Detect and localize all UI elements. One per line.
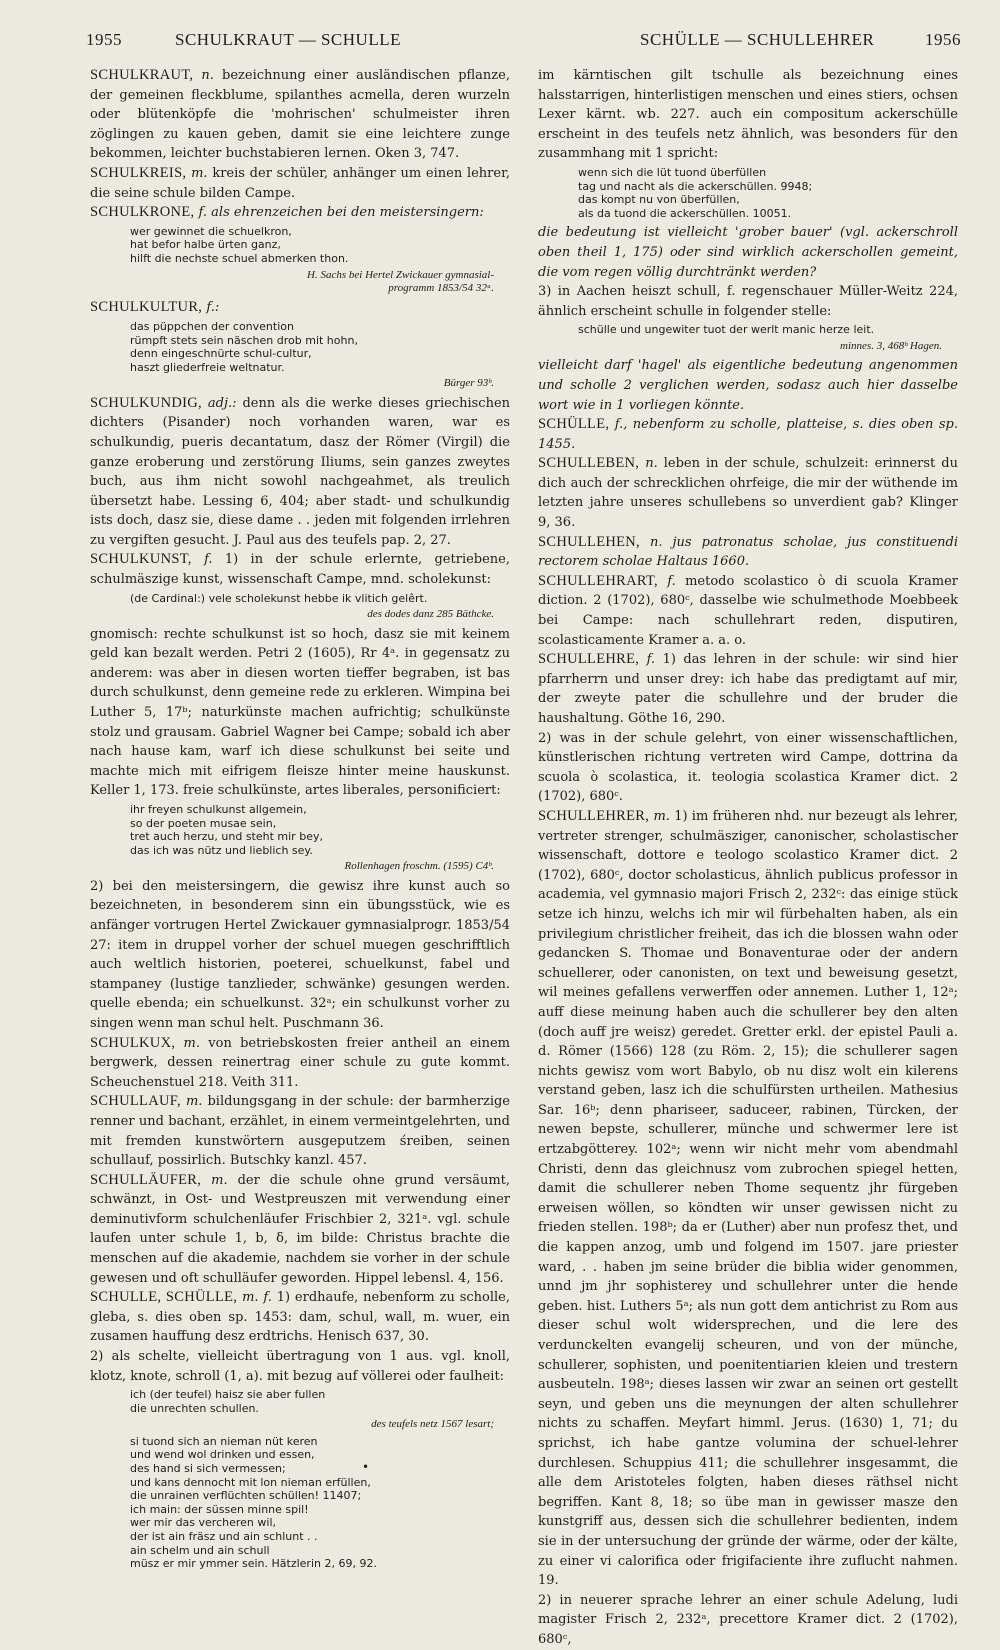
quote-line: und wend wol drinken und essen, [130, 1448, 315, 1462]
lemma: SCHULKUNST, [90, 551, 192, 568]
entry-schulkundig [90, 394, 510, 551]
entry-schullaeufer [90, 1171, 510, 1289]
continuation-schulle-sense-3 [538, 282, 958, 321]
lemma: SCHULLEHRART, [538, 572, 658, 589]
lemma: SCHÜLLE, [538, 416, 610, 433]
definition: 1) das lehren in der schule: wir sind hier pfarrherrn und unser drey: ich habe das predigtamt auf mir, der zweyte pater die schullehre und der bruder die haushaltung. Göthe 16, 290. [538, 652, 958, 726]
definition: die bedeutung ist vielleicht 'grober bauer' (vgl. ackerschroll oben theil 1, 175) oder sind wirklich ackerschollen gemeint, die vom regen völlig durchtränkt werden? [538, 225, 958, 280]
definition: 1) in der schule erlernte, getriebene, schulmäszige kunst, wissenschaft Campe, mnd. scholekunst: [90, 552, 511, 588]
continuation-schulle [538, 356, 958, 415]
quote-line: die unrainen verflüchten schüllen! 11407; [130, 1489, 362, 1503]
lemma: SCHULKUNDIG, [90, 394, 202, 411]
definition: denn als die werke dieses griechischen dichters (Pisander) noch vorhanden waren, war es schulkundig, pueris decantatum, dasz der Römer (Virgil) die ganze eroberung und zerstörung Iliums, sein ganzes zweytes buch, aus ihm nicht sowohl nachgeahmet, als treulich übersetzt habe. Lessing 6, 404; aber stadt- und schulkundig ists doch, dasz sie, diese dame . . jeden mit folgenden irrlehren zu vergiften gesucht. J. Paul aus des teufels pap. 2, 27. [90, 395, 511, 548]
definition: jus patronatus scholae, jus constituendi rectorem scholae Haltaus 1660. [538, 534, 958, 570]
quotation [130, 225, 510, 266]
grammar-tag: n. [650, 534, 663, 550]
grammar-tag: n. [645, 456, 658, 472]
lemma: SCHULLÄUFER, [90, 1171, 202, 1188]
entry-schullehre-sense-2 [538, 729, 958, 807]
source-line: des teufels netz 1567 lesart; [371, 1418, 494, 1431]
grammar-tag: m. f. [242, 1290, 272, 1306]
quote-line: ihr freyen schulkunst allgemein, [130, 803, 307, 816]
definition: gnomisch: rechte schulkunst ist so hoch, dasz sie mit keinem geld kan bezalt werden. Petri 2 (1605), Rr 4ᵃ. in gegensatz zu anderem: was aber in diesen worten tieffer begraben, ist bas durch schulkunst, denn gemeine rede zu erkleren. Wimpina bei Luther 5, 17ᵇ; naturkünste machen aufrichtig; schulkünste stolz und grausam. Gabriel Wagner bei Campe; sobald ich aber nach hause kam, warf ich diese schulkunst bei seite und machte mich mit eifrigem fleisze hinter meine hauskunst. Keller 1, 173. freie schulkünste, artes liberales, personificiert: [90, 626, 510, 799]
source-line: H. Sachs bei Hertel Zwickauer gymnasial- [307, 268, 494, 281]
quotation [578, 323, 958, 337]
page-number-right: 1956 [925, 30, 961, 49]
entry-schulkux [90, 1034, 510, 1093]
quote-line: hilft die nechste schuel abmerken thon. [130, 251, 349, 265]
quote-line: wer mir das vercheren wil, [130, 1516, 276, 1530]
entry-schullehrart [538, 572, 958, 650]
grammar-tag: f.: [206, 300, 220, 316]
quotation [130, 803, 510, 857]
quotation [578, 166, 958, 220]
quote-line: (de Cardinal:) vele scholekunst hebbe ik vlitich gelêrt. [130, 591, 428, 605]
quote-source [90, 860, 494, 873]
definition: metodo scolastico ò di scuola Kramer diction. 2 (1702), 680ᶜ, dasselbe wie schulmethode Moebbeek bei Campe: nach schullehrart reden, disputiren, scolasticamente Kramer a. a. o. [538, 573, 958, 648]
entry-schulkunst [90, 550, 510, 589]
entry-schulkunst-continued [90, 625, 510, 801]
entry-schulkraut [90, 66, 510, 164]
lemma: SCHULLEHEN, [538, 533, 640, 550]
entry-schulleben [538, 454, 958, 532]
definition: 2) was in der schule gelehrt, von einer wissenschaftlichen, künstlerischen richtung vertreten wird Campe, dottrina da scuola ò scolastica, it. teologia scolastica Kramer dict. 2 (1702), 680ᶜ. [538, 730, 958, 805]
quote-line: si tuond sich an nieman nüt keren [130, 1434, 318, 1448]
quote-source [90, 1418, 494, 1431]
entry-schuelle [538, 415, 958, 454]
quote-line: rümpft stets sein näschen drob mit hohn, [130, 333, 358, 347]
quote-line: der ist ain fräsz und ain schlunt . . [130, 1529, 318, 1543]
quote-line: tag und nacht als die ackerschüllen. 9948; [578, 179, 813, 193]
definition: nebenform zu scholle, platteise, s. dies oben sp. 1455. [538, 417, 958, 452]
entry-schullehrer-sense-2 [538, 1591, 958, 1650]
running-title-right: SCHÜLLE — SCHULLEHRER [640, 30, 875, 49]
quote-source [90, 269, 494, 296]
grammar-tag: f. [646, 652, 656, 668]
grammar-tag: m. [183, 1035, 201, 1051]
entry-schulkunst-sense-2 [90, 877, 510, 1034]
entry-schulle-sense-2 [90, 1347, 510, 1386]
quote-line: ich main: der süssen minne spil! [130, 1502, 309, 1516]
grammar-tag: m. [191, 165, 208, 181]
quotation [130, 592, 510, 606]
grammar-tag: f. [204, 552, 213, 568]
page-number-left: 1955 [86, 30, 122, 49]
definition: von betriebskosten freier antheil an einem bergwerk, dessen reinertrag einer schule zu gute kommt. Scheuchenstuel 218. Veith 311. [90, 1035, 510, 1090]
entry-schullehre [538, 650, 958, 728]
quote-source [90, 377, 494, 390]
definition: im kärntischen gilt tschulle als bezeichnung eines halsstarrigen, hinterlistigen menschen und eines stiers, ochsen Lexer kärnt. wb. 227. auch ein compositum ackerschülle erscheint in des teufels netz ähnlich, was besonders für den zusammhang mit 1 spricht: [538, 68, 958, 162]
grammar-tag: adj.: [207, 395, 237, 411]
quote-line: hat befor halbe ürten ganz, [130, 238, 281, 252]
quote-line: ich (der teufel) haisz sie aber fullen [130, 1388, 326, 1402]
quote-line: wenn sich die lüt tuond überfüllen [578, 165, 767, 179]
definition: 1) im früheren nhd. nur bezeugt als lehrer, vertreter strenger, schulmäsziger, canonischer, scholastischer wissenschaft, dottore e teologo scolastico Kramer dict. 2 (1702), 680ᶜ, doctor scholasticus, ähnlich publicus professor in academia, vel gymnasio majori Frisch 2, 232ᶜ: das einige stück setze ich hinzu, welchs ich mir wil fürbehalten haben, als ein privilegium christlicher freiheit, das ich die blossen wahn oder gedancken S. Thomae und Bonaventurae oder der andern schuellerer, oder canonisten, on text und beweisung gesetzt, wil meines gefallens verwerffen oder annemen. Luther 1, 12ᵃ; auff diese meinung haben auch die schullerer bey den alten (doch auff jre weisz) geredet. Gretter erkl. der epistel Pauli a. d. Römer (1566) 128 (zu Röm. 2, 15); die schullerer sagen nichts gewisz vom wort Babylo, ob nu disz wolt ein kilerens verstand geben, lasz ich die schulfürsten urtheilen. Mathesius Sar. 16ᵇ; denn phariseer, saduceer, rabinen, Türcken, der newen bepste, schullerer, münche und schwermer lere ist ertzabgötterey. 102ᵃ; wenn wir nicht mehr vom abendmahl Christi, denn das gleichnusz vom zubrochen spiegel hetten, damit die schullerer neben Thome sequentz jhr fürgeben erweisen wöllen, so köndten wir unser gewissen nicht zu frieden stellen. 198ᵇ; da er (Luther) aber nun profesz thet, und die kappen anzog, umb und folgend im 1507. jare priester ward, . . haben jm seine brüder die biblia wider genommen, unnd jm jhr sophisterey und schullehrer unter die hende geben. hist. Luthers 5ᵃ; als nun gott dem antichrist zu Rom aus dieser schul wolt widersprechen, und die lere des verdunckelten evangelij scheuren, und von der münche, schullerer, sophisten, und poenitentiarien kleien und trestern ausbeuteln. 198ᵃ; dieses lassen wir zwar an seinen ort gestellt seyn, und geben uns die meynungen der alten schullehrer nichts zu schaffen. Meyfart himml. Jerus. (1630) 1, 71; du sprichst, ich habe gantze volumina der schuel-lehrer durchlesen. Schuppius 411; die schullehrer insgesammt, die alle dem Aristoteles folgten, haben dieses räthsel nicht begriffen. Kant 8, 18; so übe man in gewisser masze den kunstgriff aus, dessen sich die schullehrer bedienten, indem sie in der untersuchung der gründe der wärme, oder der kälte, zu einer vi calorifica oder frigifaciente ihre zuflucht nahmen. 19. [538, 808, 958, 1589]
right-column [538, 66, 958, 1650]
entry-schulkrone [90, 203, 510, 223]
grammar-tag: f. [667, 573, 676, 589]
quote-line: so der poeten musae sein, [130, 816, 277, 830]
quote-line: das kompt nu von überfüllen, [578, 193, 740, 207]
definition: 2) bei den meistersingern, die gewisz ihre kunst auch so bezeichneten, in besonderem sinn ein übungsstück, wie es anfänger vortrugen Hertel Zwickauer gymnasialprogr. 1853/54 27: item in druppel vorher der schuel muegen geschrifftlich auch weltlich historien, poeterei, schuelkunst, fabel und stampaney (lustige tanzlieder, schwänke) gesungen werden. quelle ebenda; ein schuelkunst. 32ᵃ; ein schulkunst vorher zu singen wenn man schul helt. Puschmann 36. [90, 878, 510, 1031]
definition: 2) als schelte, vielleicht übertragung von 1 aus. vgl. knoll, klotz, knote, schroll (1, a). mit bezug auf völlerei oder faulheit: [90, 1349, 510, 1384]
entry-schulkreis [90, 164, 510, 203]
lemma: SCHULKRONE, [90, 204, 195, 221]
left-column [90, 66, 510, 1574]
definition: bildungsgang in der schule: der barmherzige renner und bachant, erzählet, in einem vermeintgelehrten, und mit fremden kunstwörtern ausgeputzem śreiben, seinen schullauf, possirlich. Butschky kanzl. 457. [90, 1094, 511, 1169]
footer-mark: • [362, 1460, 370, 1474]
grammar-tag: f., [614, 417, 628, 433]
lemma: SCHULKREIS, [90, 164, 187, 181]
quote-line: das püppchen der convention [130, 319, 294, 333]
lemma: SCHULLEHRER, [538, 807, 650, 824]
lemma: SCHULKUX, [90, 1034, 176, 1051]
definition: vielleicht darf 'hagel' als eigentliche bedeutung angenommen und scholle 2 verglichen werden, sodasz auch hier dasselbe wort wie in 1 vorliegen könnte. [538, 358, 958, 413]
grammar-tag: m. [653, 808, 670, 824]
quote-line: schülle und ungewiter tuot der werlt manic herze leit. [578, 323, 875, 337]
grammar-tag: m. [211, 1172, 228, 1188]
definition: 2) in neuerer sprache lehrer an einer schule Adelung, ludi magister Frisch 2, 232ᵃ, precettore Kramer dict. 2 (1702), 680ᶜ, [538, 1592, 958, 1647]
continuation-schulle [538, 66, 958, 164]
entry-schulle [90, 1288, 510, 1347]
lemma: SCHULLAUF, [90, 1093, 181, 1110]
entry-schullehen [538, 533, 958, 572]
source-line: programm 1853/54 32ᵃ. [388, 281, 494, 294]
quote-line: tret auch herzu, und steht mir bey, [130, 830, 323, 844]
lemma: SCHULLEHRE, [538, 651, 640, 668]
quote-line: müsz er mir ymmer sein. Hätzlerin 2, 69, 92. [130, 1557, 377, 1571]
running-title-left: SCHULKRAUT — SCHULLE [175, 30, 401, 49]
quote-source [538, 340, 942, 353]
definition: 3) in Aachen heiszt schull, f. regenschauer Müller-Weitz 224, ähnlich erscheint schulle in folgender stelle: [538, 284, 958, 319]
definition: bezeichnung einer ausländischen pflanze, der gemeinen fleckblume, spilanthes acmella, deren wurzeln oder blütenköpfe die 'mohrischen' schulmeister ihren zöglingen zu kauen geben, damit sie eine leichtere zunge bekommen, leichter buchstabieren lernen. Oken 3, 747. [90, 68, 510, 162]
source-line: Bürger 93ᵇ. [443, 377, 494, 390]
lemma: SCHULKRAUT, [90, 67, 194, 83]
source-line: Rollenhagen froschm. (1595) C4ᵇ. [344, 860, 494, 873]
quotation [130, 1388, 510, 1415]
source-line: des dodes danz 285 Bäthcke. [367, 608, 494, 621]
quote-line: und kans dennocht mit lon nieman erfüllen, [130, 1475, 371, 1489]
lemma: SCHULLE, SCHÜLLE, [90, 1289, 238, 1306]
grammar-tag: m. [185, 1094, 203, 1110]
quote-line: denn eingeschnürte schul-cultur, [130, 347, 312, 361]
definition: kreis der schüler, anhänger um einen lehrer, die seine schule bilden Campe. [90, 165, 510, 201]
quote-source [90, 608, 494, 621]
quotation [130, 320, 510, 374]
quote-line: als da tuond die ackerschüllen. 10051. [578, 206, 792, 220]
entry-schulkultur [90, 298, 510, 318]
lemma: SCHULLEBEN, [538, 455, 640, 472]
lemma: SCHULKULTUR, [90, 299, 203, 316]
quote-line: haszt gliederfreie weltnatur. [130, 360, 285, 374]
source-line: minnes. 3, 468ᵇ Hagen. [840, 339, 942, 352]
definition: 1) erdhaufe, nebenform zu scholle, gleba, s. dies oben sp. 1453: dam, schul, wall, m. wuer, ein zusamen hauffung desz erdtrichs. Henisch 637, 30. [90, 1290, 510, 1345]
quote-line: wer gewinnet die schuelkron, [130, 224, 292, 238]
definition: als ehrenzeichen bei den meistersingern: [211, 205, 484, 221]
quote-line: die unrechten schullen. [130, 1401, 259, 1415]
quotation [130, 1435, 510, 1571]
grammar-tag: n. [201, 68, 214, 83]
entry-schullauf [90, 1092, 510, 1170]
grammar-tag: f. [198, 205, 208, 221]
definition: leben in der schule, schulzeit: erinnerst du dich auch der schrecklichen ohrfeige, die mir der wüthende im letzten jahre unseres schullebens so unverdient gab? Klinger 9, 36. [538, 456, 958, 531]
definition: der die schule ohne grund versäumt, schwänzt, in Ost- und Westpreuszen mit verwendung einer deminutivform schulchenläufer Frischbier 2, 321ᵃ. vgl. schule laufen unter schule 1, b, δ, im bilde: Christus brachte die menschen auf die akademie, nachdem sie vorher in der schule gewesen und oft schulläufer geworden. Hippel lebensl. 4, 156. [90, 1172, 511, 1286]
quote-line: das ich was nütz und lieblich sey. [130, 843, 313, 857]
quote-line: des hand si sich vermessen; [130, 1462, 286, 1475]
quote-line: ain schelm und ain schull [130, 1543, 270, 1557]
continuation-schulle [538, 223, 958, 282]
entry-schullehrer [538, 807, 958, 1591]
